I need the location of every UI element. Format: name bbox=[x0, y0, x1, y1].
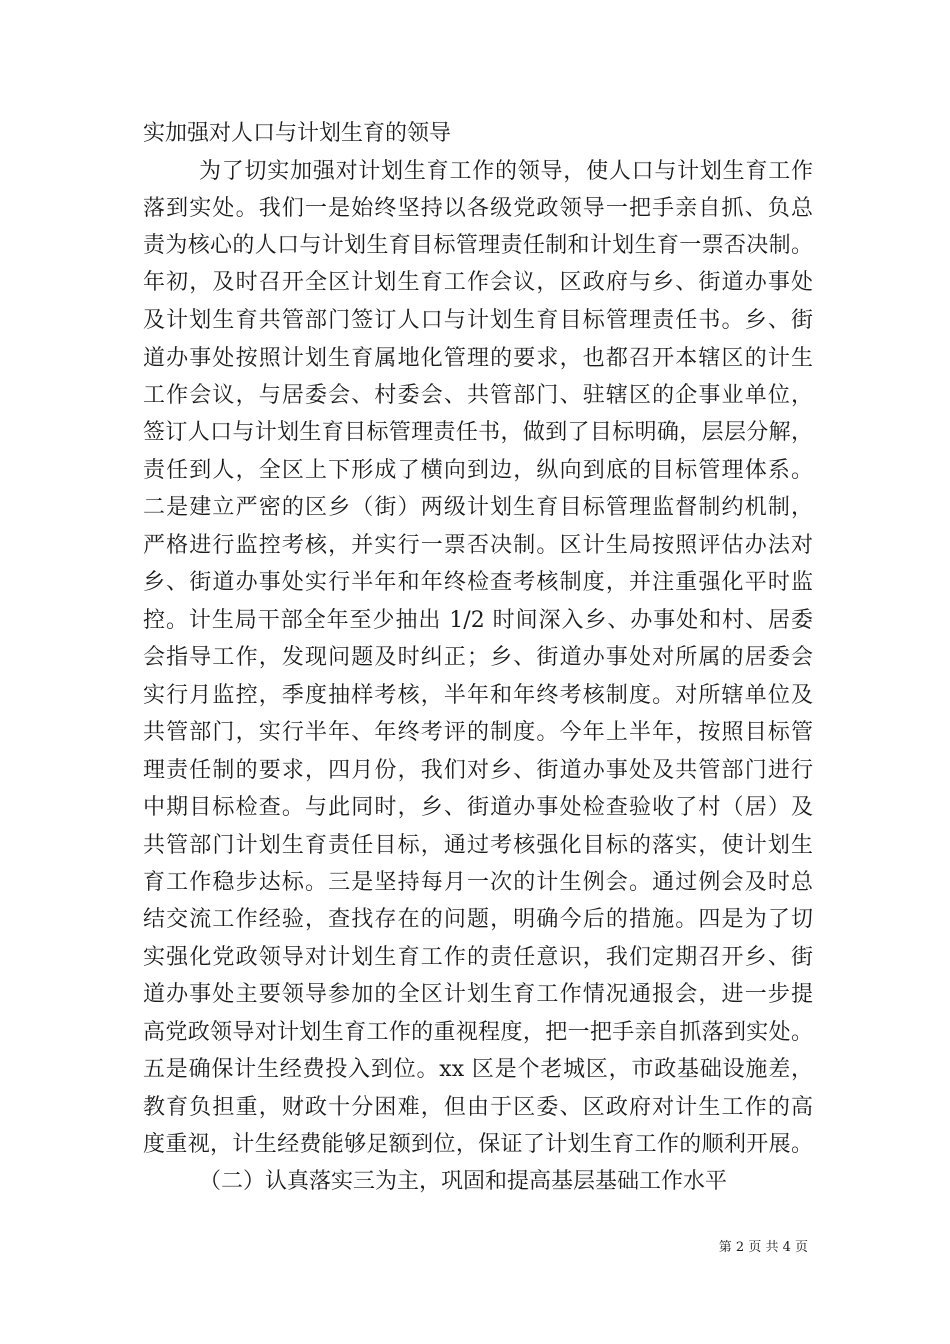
text-line: 实行月监控，季度抽样考核，半年和年终考核制度。对所辖单位及 bbox=[143, 683, 813, 708]
text-line: 年初，及时召开全区计划生育工作会议，区政府与乡、街道办事处 bbox=[143, 270, 813, 295]
text-line: 教育负担重，财政十分困难，但由于区委、区政府对计生工作的高 bbox=[143, 1095, 813, 1120]
text-line: 理责任制的要求，四月份，我们对乡、街道办事处及共管部门进行 bbox=[143, 758, 813, 783]
text-line: 及计划生育共管部门签订人口与计划生育目标管理责任书。乡、街 bbox=[143, 308, 813, 333]
text-line: 道办事处主要领导参加的全区计划生育工作情况通报会，进一步提 bbox=[143, 982, 813, 1007]
text-line: 高党政领导对计划生育工作的重视程度，把一把手亲自抓落到实处。 bbox=[143, 1020, 813, 1045]
text-line: 共管部门，实行半年、年终考评的制度。今年上半年，按照目标管 bbox=[143, 720, 813, 745]
text-line: 乡、街道办事处实行半年和年终检查考核制度，并注重强化平时监 bbox=[143, 570, 813, 595]
text-line: 度重视，计生经费能够足额到位，保证了计划生育工作的顺利开展。 bbox=[143, 1132, 813, 1157]
text-line: 会指导工作，发现问题及时纠正；乡、街道办事处对所属的居委会 bbox=[143, 645, 813, 670]
text-line: 结交流工作经验，查找存在的问题，明确今后的措施。四是为了切 bbox=[143, 907, 813, 932]
text-line: 签订人口与计划生育目标管理责任书，做到了目标明确，层层分解， bbox=[143, 420, 813, 445]
text-line: 道办事处按照计划生育属地化管理的要求，也都召开本辖区的计生 bbox=[143, 346, 813, 371]
text-line: 为了切实加强对计划生育工作的领导，使人口与计划生育工作 bbox=[199, 159, 813, 184]
text-line: 严格进行监控考核，并实行一票否决制。区计生局按照评估办法对 bbox=[143, 533, 813, 558]
text-line: 中期目标检查。与此同时，乡、街道办事处检查验收了村（居）及 bbox=[143, 795, 813, 820]
text-line: 育工作稳步达标。三是坚持每月一次的计生例会。通过例会及时总 bbox=[143, 870, 813, 895]
text-line: 实加强对人口与计划生育的领导 bbox=[143, 121, 452, 146]
section-heading: （二）认真落实三为主，巩固和提高基层基础工作水平 bbox=[199, 1169, 728, 1194]
text-line: 控。计生局干部全年至少抽出 1/2 时间深入乡、办事处和村、居委 bbox=[143, 608, 813, 633]
text-line: 二是建立严密的区乡（街）两级计划生育目标管理监督制约机制， bbox=[143, 495, 813, 520]
text-line: 工作会议，与居委会、村委会、共管部门、驻辖区的企事业单位， bbox=[143, 383, 813, 408]
text-line: 五是确保计生经费投入到位。xx 区是个老城区，市政基础设施差， bbox=[143, 1057, 813, 1082]
text-line: 责任到人，全区上下形成了横向到边，纵向到底的目标管理体系。 bbox=[143, 458, 813, 483]
text-line: 落到实处。我们一是始终坚持以各级党政领导一把手亲自抓、负总 bbox=[143, 196, 813, 221]
text-line: 责为核心的人口与计划生育目标管理责任制和计划生育一票否决制。 bbox=[143, 233, 813, 258]
text-line: 实强化党政领导对计划生育工作的责任意识，我们定期召开乡、街 bbox=[143, 945, 813, 970]
page-number: 第 2 页 共 4 页 bbox=[718, 1240, 808, 1255]
text-line: 共管部门计划生育责任目标，通过考核强化目标的落实，使计划生 bbox=[143, 833, 813, 858]
